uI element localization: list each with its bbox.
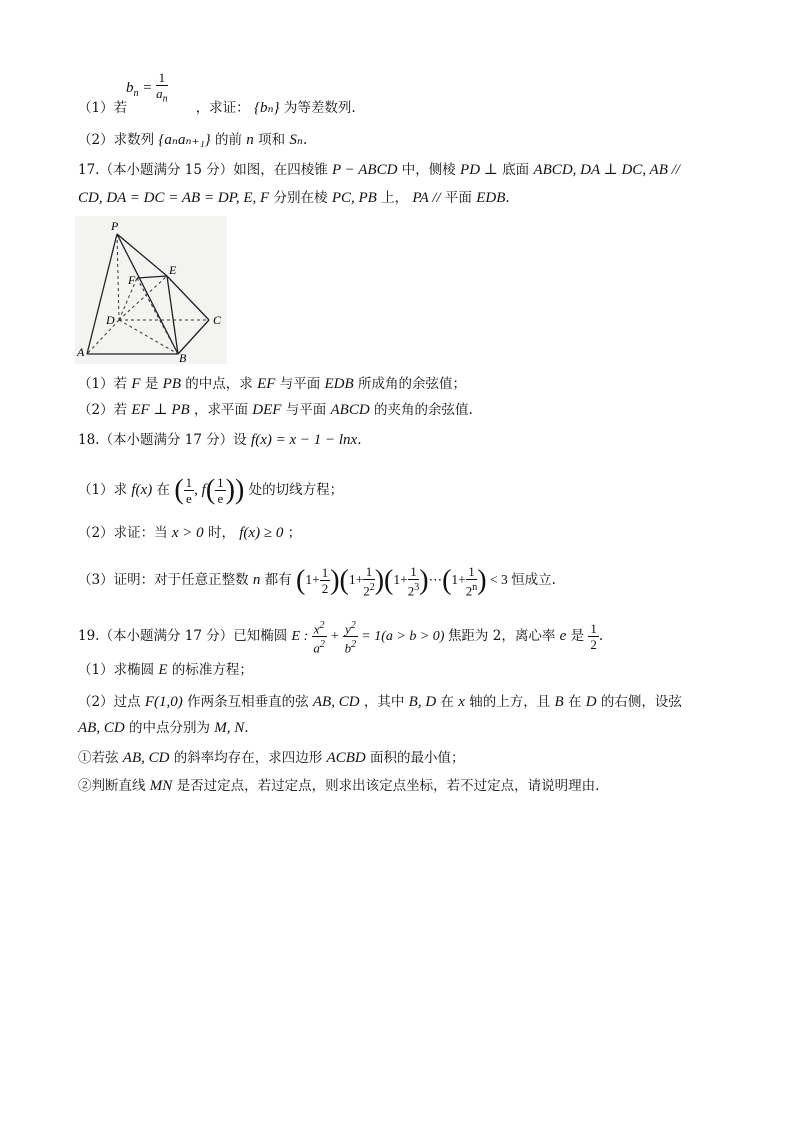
label-d: D [106, 313, 115, 327]
label-p: P [111, 219, 119, 233]
q17-p2-def: DEF [252, 402, 282, 418]
q19-p1-e: E [158, 662, 168, 678]
label-c: C [213, 313, 222, 327]
q18-p3-a: （3）证明：对于任意正整数 [78, 572, 249, 588]
q19-p2-i: . [244, 720, 249, 736]
q17-p2-c: 与平面 [285, 402, 327, 418]
q16-p1-seq: {bₙ} [253, 100, 280, 116]
q17-p1-b: 是 [144, 376, 159, 392]
q17-p2-b: ，求平面 [193, 402, 248, 418]
q16-p1-mid: ，求证： [195, 100, 250, 116]
q18-part3 [78, 558, 556, 603]
q19-sub2 [78, 776, 599, 796]
q16-p2-seq: {aₙaₙ₊₁} [158, 132, 211, 148]
q16-p1-suffix: 为等差数列. [283, 100, 356, 116]
q17-p1-pb: PB [162, 376, 181, 392]
q16-p2-s: Sₙ [289, 132, 303, 148]
q16-p2-n: n [246, 132, 254, 148]
q17-p1-f: F [131, 376, 141, 392]
q19-t2: 是 [570, 628, 585, 644]
q19-p2-b: 作两条互相垂直的弦 [187, 694, 309, 710]
q19-ecc: $\frac{1}{2}$ [590, 621, 597, 652]
q17-p1-d: 与平面 [279, 376, 321, 392]
q17-t6: . [505, 190, 510, 206]
q17-p2-cond: EF ⊥ PB [131, 402, 190, 418]
q17-t2: 底面 [502, 162, 530, 178]
label-f: F [128, 273, 136, 287]
q19-part1 [78, 660, 253, 680]
q16-p1-prefix: （1）若 [78, 100, 128, 116]
q19-s1-chords: AB, CD [122, 750, 170, 766]
q19-p2-chords2: AB, CD [78, 720, 125, 736]
q19-p2-f: F(1,0) [144, 694, 183, 710]
q16-part2 [78, 130, 307, 150]
q17-t5: 平面 [444, 190, 472, 206]
q17-line2-math: CD, DA = DC = AB = DP, E, F [78, 190, 270, 206]
q17-c4: PA // [412, 190, 441, 206]
q19-p2-f-text: 在 [567, 694, 582, 710]
q18-p1-a: （1）求 [78, 482, 128, 498]
q19-header-text: 19.（本小题满分 17 分）已知椭圆 [78, 628, 288, 644]
q19-p2-g: 的右侧，设弦 [600, 694, 682, 710]
q18-p2-a: （2）求证：当 [78, 525, 168, 541]
q18-header [78, 430, 362, 450]
q19-p2-a: （2）过点 [78, 694, 141, 710]
q17-c3: PC, PB [331, 190, 377, 206]
q18-p2-res: f(x) ≥ 0 [239, 525, 284, 541]
q19-p2-e: 轴的上方，且 [469, 694, 551, 710]
q18-frac-1e: $\frac{1}{e}$ [185, 475, 193, 506]
q19-p2-chords: AB, CD [312, 694, 360, 710]
q19-p1-b: 的标准方程； [171, 662, 253, 678]
q19-s2-b: 是否过定点，若过定点，则求出该定点坐标，若不过定点，请说明理由. [176, 778, 600, 794]
q18-p1-f: f(x) [131, 482, 153, 498]
q17-p2-a: （2）若 [78, 402, 128, 418]
q18-header-text: 18.（本小题满分 17 分）设 [78, 432, 247, 448]
q19-header [78, 616, 603, 657]
q18-p2-b: 时， [207, 525, 235, 541]
q17-p1-ef: EF [257, 376, 276, 392]
q18-p3-c: 恒成立. [511, 572, 556, 588]
q19-sub1 [78, 748, 465, 768]
q18-p2-c: ； [287, 525, 302, 541]
label-e: E [169, 263, 177, 277]
q19-p2-h: 的中点分别为 [128, 720, 210, 736]
q18-frac-1e-inner: $\frac{1}{e}$ [217, 475, 224, 506]
q17-solid: P − ABCD [332, 162, 398, 178]
q17-p1-c: 的中点，求 [185, 376, 253, 392]
q17-t3: 分别在棱 [273, 190, 328, 206]
pyramid-diagram [75, 216, 227, 364]
q16-p2-prefix: （2）求数列 [78, 132, 155, 148]
q19-part2-line2 [78, 718, 249, 738]
q17-t1: 中，侧棱 [401, 162, 456, 178]
q18-func: f(x) = x − 1 − lnx [251, 432, 358, 448]
q18-p3-n: n [252, 572, 261, 588]
q16-p2-end: . [302, 132, 308, 148]
q19-s1-b: 的斜率均存在，求四边形 [173, 750, 323, 766]
label-b: B [179, 351, 187, 364]
q17-p1-a: （1）若 [78, 376, 128, 392]
q17-line2 [78, 188, 510, 208]
q16-bn-definition: $b_n$ = $\frac{1}{a_n}$ [126, 70, 168, 105]
q16-part1 [78, 98, 356, 118]
q17-t4: 上， [381, 190, 409, 206]
q18-part1: （1）求 f(x) 在 ( $\frac{1}{e}$ , f( $\frac{1}{e}$ )) 处的切线方程； [78, 474, 344, 506]
q19-s2-a: ②判断直线 [78, 778, 146, 794]
q16-p2-mid2: 项和 [258, 132, 286, 148]
pyramid-figure [75, 216, 227, 364]
q18-paren-close: ) [234, 474, 245, 506]
q19-ellipse: E : $\frac{x^2}{a^2}$ + $\frac{y^2}{b^2}$ = 1(a > b > 0) [291, 619, 448, 656]
q19-s1-c: 面积的最小值； [370, 750, 465, 766]
q19-p2-mn: M, N [214, 720, 245, 736]
q17-p2-d: 的夹角的余弦值. [373, 402, 473, 418]
q17-p2-abcd: ABCD [330, 402, 370, 418]
q17-p1-edb: EDB [324, 376, 354, 392]
q18-p2-cond: x > 0 [171, 525, 204, 541]
label-a: A [77, 345, 85, 359]
q17-header-text: 17.（本小题满分 15 分）如图，在四棱锥 [78, 162, 328, 178]
q18-product: (1+ $\frac{1}{2}$ )(1+ $\frac{1}{2^2}$ )(1+ $\frac{1}{2^3}$ )⋯(1+ $\frac{1}{2^n}$ ) < 3 [295, 563, 512, 599]
q17-part1 [78, 374, 466, 394]
q17-part2 [78, 400, 473, 420]
q16-p2-mid: 的前 [214, 132, 242, 148]
q18-part2 [78, 523, 301, 543]
q17-header [78, 160, 680, 180]
q19-t3: . [598, 628, 604, 644]
q19-p2-b-point: B [554, 694, 564, 710]
q18-p1-c: 处的切线方程； [248, 482, 344, 498]
q19-p2-d: 在 [440, 694, 454, 710]
q19-part2 [78, 692, 682, 712]
q17-p1-e: 所成角的余弦值； [357, 376, 466, 392]
q18-p1-b: 在 [156, 482, 171, 498]
q19-e: e [559, 628, 567, 644]
q17-c1: PD ⊥ [460, 162, 498, 178]
q19-s1-a: ①若弦 [78, 750, 119, 766]
q17-c5: EDB [476, 190, 506, 206]
q18-paren-open: ( [174, 474, 184, 506]
q18-p3-b: 都有 [264, 572, 292, 588]
q19-p2-c: ，其中 [363, 694, 405, 710]
q19-p2-d-point: D [585, 694, 597, 710]
q19-s1-quad: ACBD [326, 750, 366, 766]
q19-s2-mn: MN [149, 778, 173, 794]
q17-c2: ABCD, DA ⊥ DC, AB // [533, 162, 680, 178]
q19-t1: 焦距为 2，离心率 [447, 628, 556, 644]
q18-end: . [357, 432, 362, 448]
q19-p1-a: （1）求椭圆 [78, 662, 155, 678]
q19-p2-x: x [458, 694, 465, 710]
q19-p2-bd: B, D [408, 694, 437, 710]
